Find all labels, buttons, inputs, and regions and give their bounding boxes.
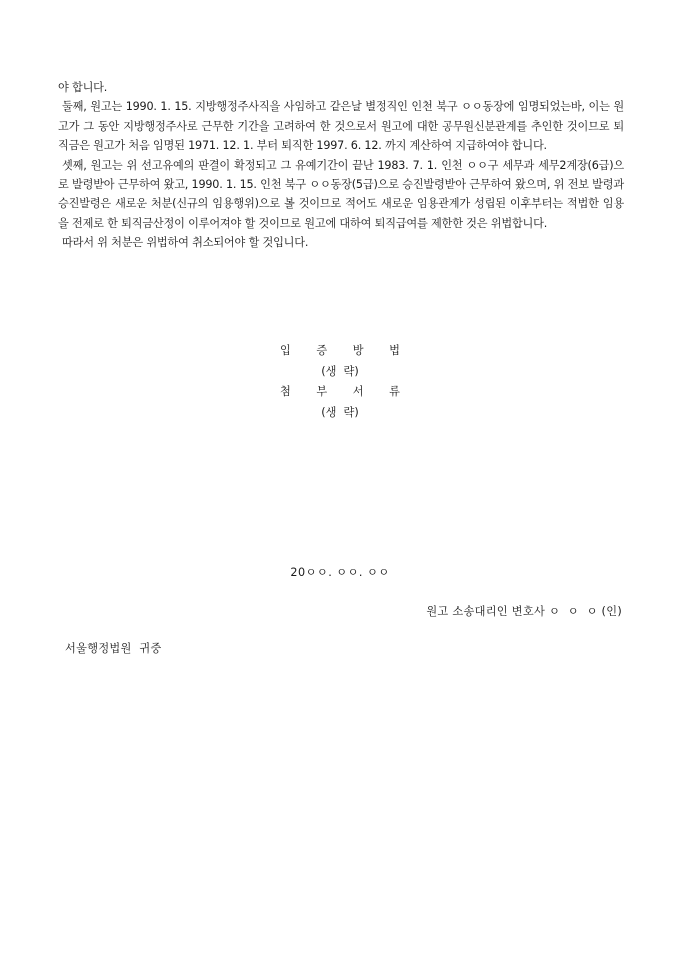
attachments-heading: 첨 부 서 류: [280, 385, 411, 398]
paragraph-third: 셋째, 원고는 위 선고유예의 판결이 확정되고 그 유예기간이 끝난 1983. 7. 1. 인천 ㅇㅇ구 세무과 세무2계장(6급)으로 발령받아 근무하여 왔고, 1990. 1. 15. 인천 북구 ㅇㅇ동장(5급)으로 승진발령받아 근무하여 왔으며, 위 전보 발령과 승진발령은 새로운 처분(신규의 임용행위)으로 볼 것이므로 적어도 새로운 임용관계가 성립된 이후부터는 적법한 임용을 전제로 한 퇴직금산정이 이루어져야 할 것이므로 원고에 대하여 퇴직급여를 제한한 것은 위법합니다.: [58, 158, 624, 230]
evidence-heading: 입 증 방 법: [280, 344, 411, 357]
paragraph-conclusion: 따라서 위 처분은 위법하여 취소되어야 할 것입니다.: [62, 236, 309, 250]
paragraph-continuation: 야 합니다.: [58, 81, 108, 94]
evidence-note-wrap: [0, 363, 680, 379]
attachments-note-wrap: [0, 404, 680, 420]
court-addressee: 서울행정법원 귀중: [65, 642, 162, 655]
evidence-section: [0, 342, 680, 358]
document-body: [58, 78, 624, 253]
paragraph-second: 둘째, 원고는 1990. 1. 15. 지방행정주사직을 사임하고 같은날 별정직인 인천 북구 ㅇㅇ동장에 임명되었는바, 이는 원고가 그 동안 지방행정주사로 근무한 기간을 고려하여 한 것으로서 원고에 대한 공무원신분관계를 추인한 것이므로 퇴직금은 원고가 처음 임명된 1971. 12. 1. 부터 퇴직한 1997. 6. 12. 까지 계산하여 지급하여야 합니다.: [58, 100, 624, 153]
signature-line: 원고 소송대리인 변호사 ㅇ ㅇ ㅇ (인): [426, 605, 622, 618]
attachments-note: (생 략): [321, 406, 359, 419]
evidence-note: (생 략): [321, 365, 359, 378]
document-date: 20ㅇㅇ. ㅇㅇ. ㅇㅇ: [290, 566, 390, 579]
attachments-section: [0, 383, 680, 399]
